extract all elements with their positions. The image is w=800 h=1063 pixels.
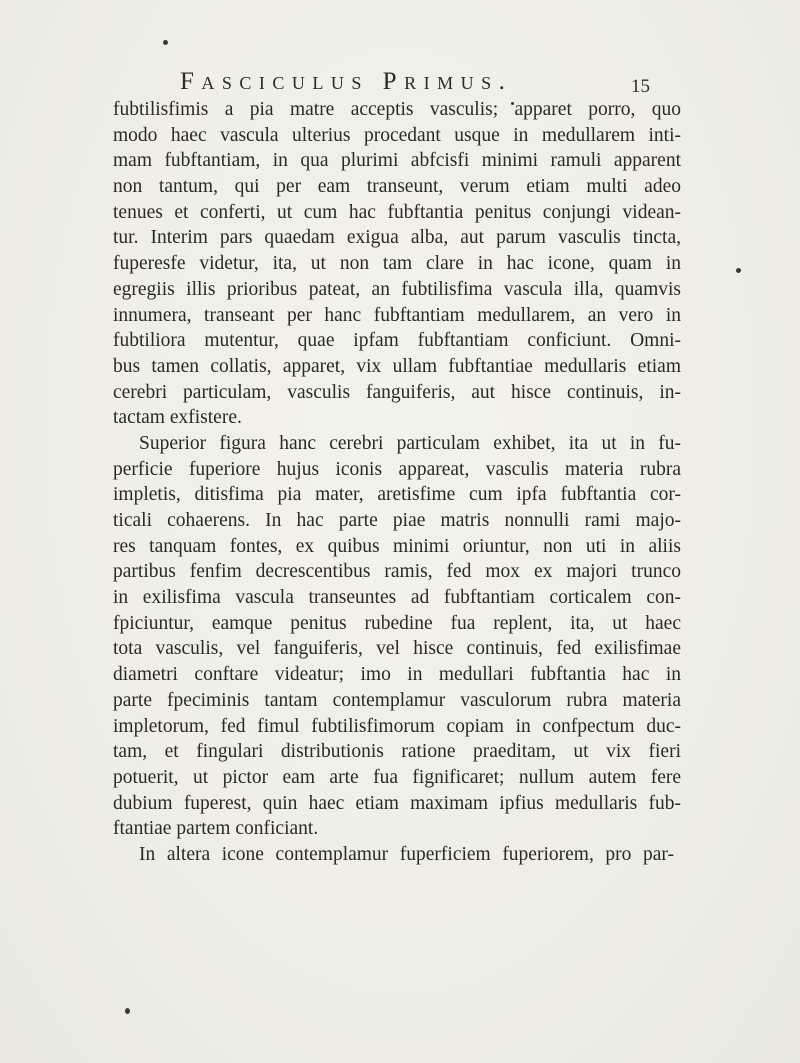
text-line: egregiis illis prioribus pateat, an fubtilisfima vascula illa, quamvis xyxy=(113,278,681,300)
ink-speck xyxy=(125,1008,130,1014)
text-line: tam, et fingulari distributionis ratione praeditam, ut vix fieri xyxy=(113,741,681,763)
body-text xyxy=(113,97,681,868)
text-line: diametri conftare videatur; imo in medullari fubftantia hac in xyxy=(113,664,681,686)
text-line: bus tamen collatis, apparet, vix ullam fubftantiae medullaris etiam xyxy=(113,355,681,377)
paragraph-start-line: Superior figura hanc cerebri particulam exhibet, ita ut in fu- xyxy=(139,432,681,454)
ink-speck xyxy=(736,268,741,273)
text-line: ticali cohaerens. In hac parte piae matris nonnulli rami majo- xyxy=(113,510,681,531)
text-line: tur. Interim pars quaedam exigua alba, aut parum vasculis tincta, xyxy=(113,227,681,249)
text-line: impletorum, fed fimul fubtilisfimorum copiam in confpectum duc- xyxy=(113,715,681,737)
paragraph-end-line: ftantiae partem conficiant. xyxy=(113,818,319,840)
text-line: tota vasculis, vel fanguiferis, vel hisce continuis, fed exilisfimae xyxy=(113,638,681,660)
text-line: potuerit, ut pictor eam arte fua fignificaret; nullum autem fere xyxy=(113,766,681,788)
text-line: cerebri particulam, vasculis fanguiferis, aut hisce continuis, in- xyxy=(113,381,681,403)
text-line: modo haec vascula ulterius procedant usque in medullarem inti- xyxy=(113,124,681,146)
running-head: Fasciculus Primus. xyxy=(180,68,513,95)
text-line: in exilisfima vascula transeuntes ad fubftantiam corticalem con- xyxy=(113,587,681,609)
text-line: dubium fuperest, quin haec etiam maximam ipfius medullaris fub- xyxy=(113,792,681,814)
text-line: fuperesfe videtur, ita, ut non tam clare in hac icone, quam in xyxy=(113,253,681,275)
page-number: 15 xyxy=(631,76,650,97)
text-line: fubtiliora mutentur, quae ipfam fubftantiam conficiunt. Omni- xyxy=(113,330,681,352)
text-line: parte fpeciminis tantam contemplamur vasculorum rubra materia xyxy=(113,689,681,711)
text-line: impletis, ditisfima pia mater, aretisfime cum ipfa fubftantia cor- xyxy=(113,484,681,506)
text-line: fubtilisfimis a pia matre acceptis vasculis; apparet porro, quo xyxy=(113,99,681,120)
text-line: perficie fuperiore hujus iconis appareat, vasculis materia rubra xyxy=(113,458,681,480)
paragraph-end-line: tactam exfistere. xyxy=(113,407,242,429)
text-line: res tanquam fontes, ex quibus minimi oriuntur, non uti in aliis xyxy=(113,535,681,557)
page-header xyxy=(180,68,650,98)
text-line: fpiciuntur, eamque penitus rubedine fua replent, ita, ut haec xyxy=(113,612,681,634)
paragraph-start-line: In altera icone contemplamur fuperficiem fuperiorem, pro par- xyxy=(139,843,674,865)
text-line: innumera, transeant per hanc fubftantiam medullarem, an vero in xyxy=(113,304,681,326)
text-line: mam fubftantiam, in qua plurimi abfcisfi minimi ramuli apparent xyxy=(113,150,681,172)
text-line: tenues et conferti, ut cum hac fubftantia penitus conjungi videan- xyxy=(113,201,681,223)
text-line: partibus fenfim decrescentibus ramis, fed mox ex majori trunco xyxy=(113,561,681,583)
text-line: non tantum, qui per eam transeunt, verum etiam multi adeo xyxy=(113,176,681,198)
ink-speck xyxy=(163,40,168,45)
